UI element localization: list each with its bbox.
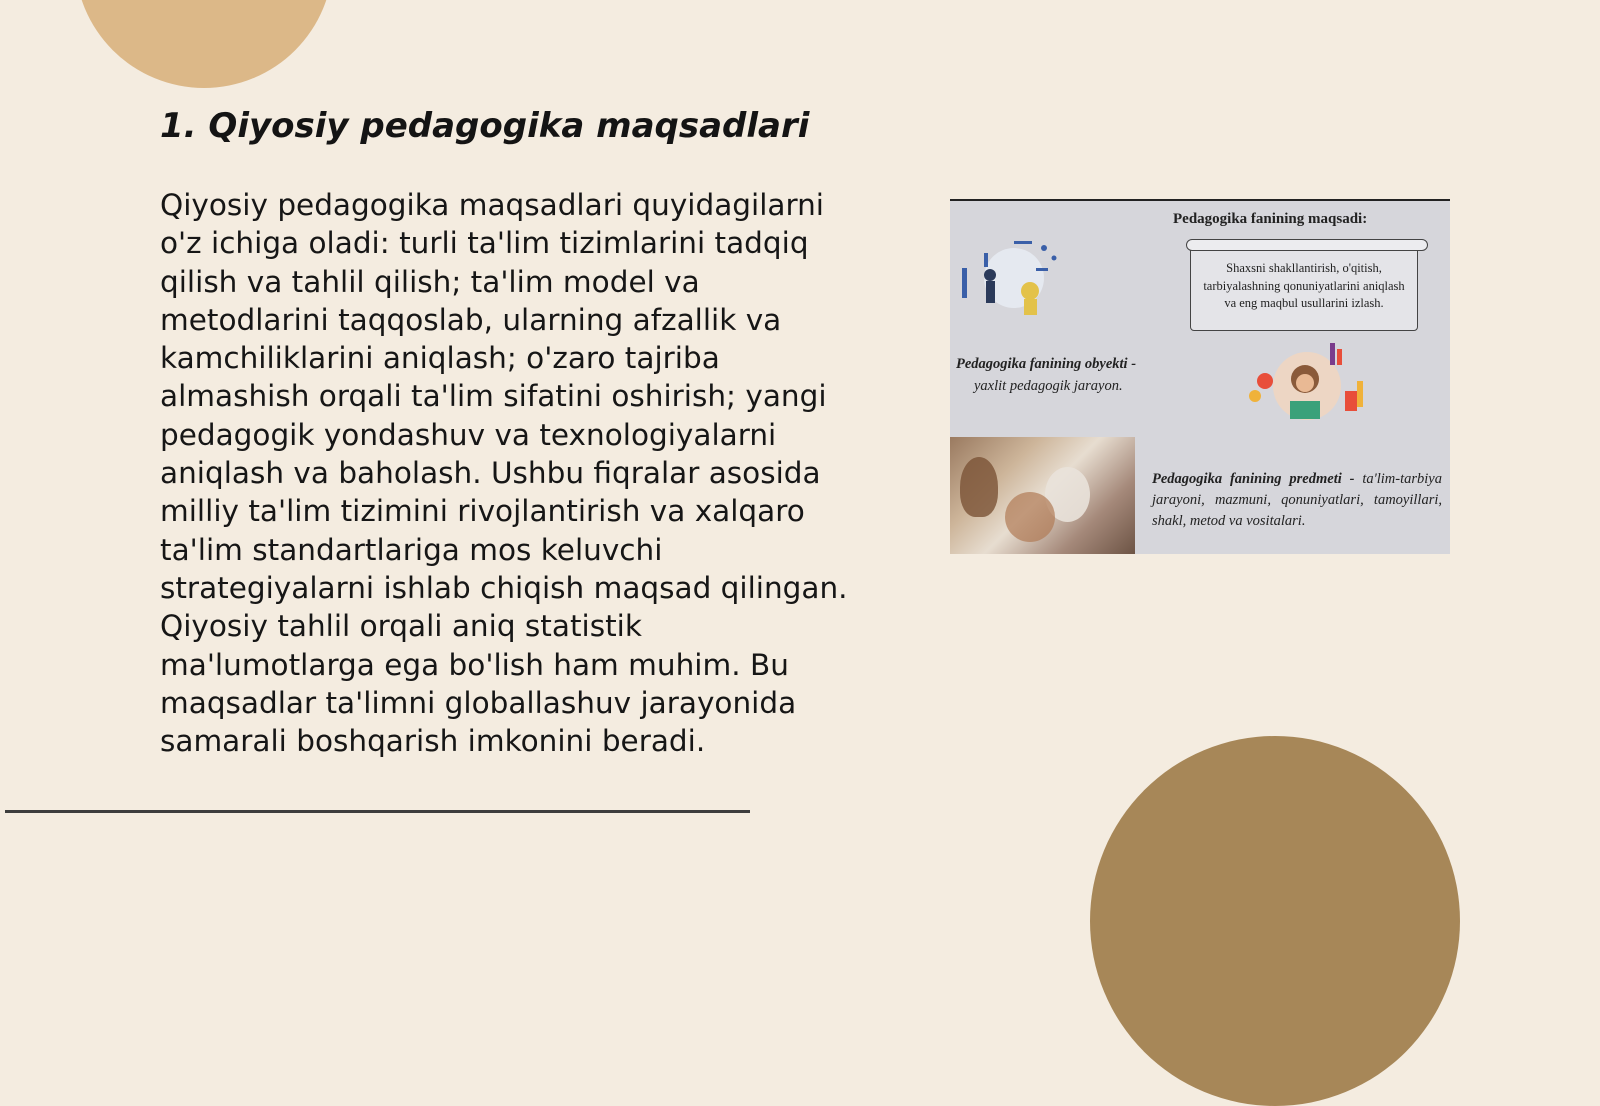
- object-label: Pedagogika fanining obyekti -: [956, 356, 1137, 372]
- object-text: yaxlit pedagogik jarayon.: [974, 378, 1123, 394]
- goal-scroll-box: Shaxsni shakllantirish, o'qitish, tarbiyalashning qonuniyatlarini aniqlash va eng maqbul usullarini izlash.: [1190, 243, 1418, 331]
- divider-line: [5, 810, 750, 813]
- subject-definition: [1152, 469, 1442, 532]
- slide-body-text: Qiyosiy pedagogika maqsadlari quyidagilarni o'z ichiga oladi: turli ta'lim tizimlarini tadqiq qilish va tahlil qilish; ta'lim model va metodlarini taqqoslab, ularning afzallik va kamchiliklarini aniqlash; o'zaro tajriba almashish orqali ta'lim sifatini oshirish; yangi pedagogik yondashuv va texnologiyalarni aniqlash va baholash. Ushbu fiqralar asosida milliy ta'lim tizimini rivojlantirish va xalqaro ta'lim standartlariga mos keluvchi strategiyalarni ishlab chiqish maqsad qilingan. Qiyosiy tahlil orqali aniq statistik ma'lumotlarga ega bo'lish ham muhim. Bu maqsadlar ta'limni globallashuv jarayonida samarali boshqarish imkonini beradi.: [160, 188, 848, 759]
- decorative-circle-bottom: [1090, 736, 1460, 1106]
- infographic-heading: Pedagogika fanining maqsadi:: [1173, 211, 1368, 227]
- subject-text: ta'lim-tarbiya jarayoni, mazmuni, qonuniyatlari, tamoyillari, shakl, metod va vositalari.: [1152, 471, 1442, 529]
- people-illustration: [954, 223, 1064, 333]
- classroom-photo: [950, 437, 1135, 554]
- object-definition: [956, 353, 1196, 397]
- subject-label: Pedagogika fanining predmeti -: [1152, 471, 1355, 487]
- pedagogy-infographic-image: [950, 199, 1450, 554]
- decorative-circle-top: [75, 0, 333, 88]
- reading-woman-illustration: [1235, 341, 1375, 441]
- scroll-roll-decoration: [1186, 239, 1428, 251]
- slide-title: 1. Qiyosiy pedagogika maqsadlari: [160, 106, 810, 146]
